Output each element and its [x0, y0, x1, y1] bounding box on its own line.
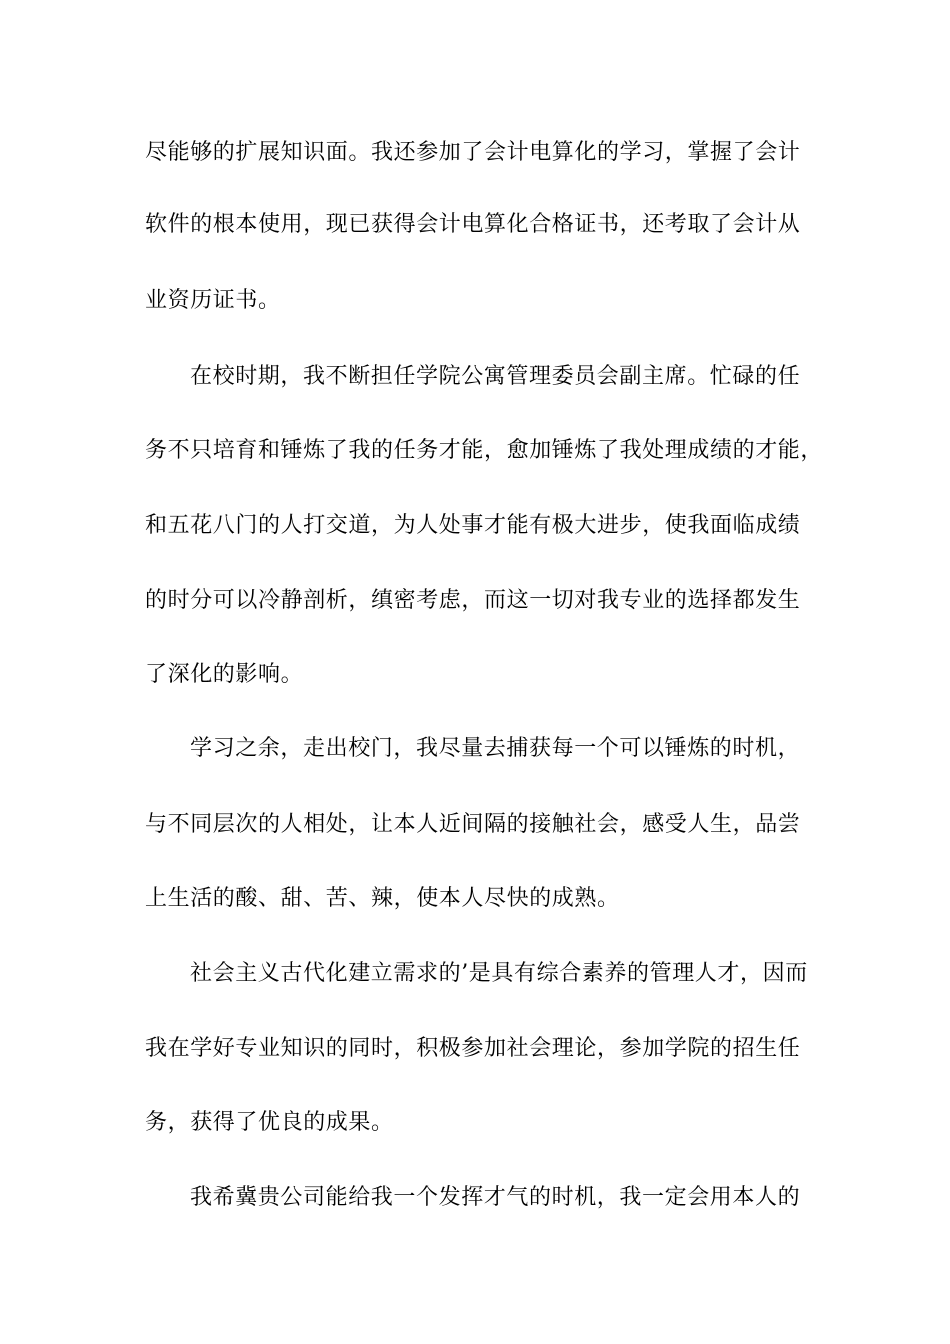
paragraph-first-line: 在校时期，我不断担任学院公寓管理委员会副主席。忙碌的任 [190, 364, 801, 389]
text-line: 与不同层次的人相处，让本人近间隔的接触社会，感受人生，品尝 [145, 812, 801, 837]
paragraph-first-line: 社会主义古代化建立需求的’是具有综合素养的管理人才，因而 [190, 961, 808, 986]
text-line: 我在学好专业知识的同时，积极参加社会理论，参加学院的招生任 [145, 1036, 801, 1061]
text-line: 务，获得了优良的成果。 [145, 1110, 394, 1135]
text-line: 业资历证书。 [145, 288, 281, 313]
text-line: 尽能够的扩展知识面。我还参加了会计电算化的学习，掌握了会计 [145, 140, 801, 165]
paragraph-first-line: 学习之余，走出校门，我尽量去捕获每一个可以锤炼的时机， [190, 736, 801, 761]
paragraph-first-line: 我希冀贵公司能给我一个发挥才气的时机，我一定会用本人的 [190, 1185, 801, 1210]
text-line: 软件的根本使用，现已获得会计电算化合格证书，还考取了会计从 [145, 212, 801, 237]
text-line: 的时分可以冷静剖析，缜密考虑，而这一切对我专业的选择都发生 [145, 588, 801, 613]
text-line: 了深化的影响。 [145, 662, 304, 687]
text-line: 务不只培育和锤炼了我的任务才能，愈加锤炼了我处理成绩的才能， [145, 438, 824, 463]
text-line: 和五花八门的人打交道，为人处事才能有极大进步，使我面临成绩 [145, 513, 801, 538]
text-line: 上生活的酸、甜、苦、辣，使本人尽快的成熟。 [145, 886, 620, 911]
